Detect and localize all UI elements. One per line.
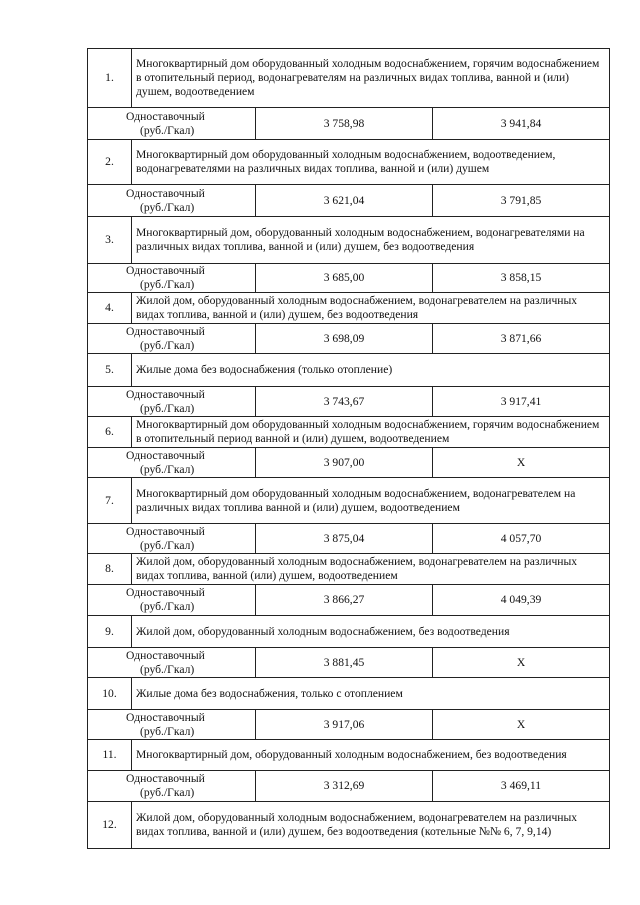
row-number: 2. bbox=[88, 140, 132, 185]
category-row bbox=[88, 140, 610, 185]
rate-row bbox=[88, 648, 610, 678]
category-row bbox=[88, 478, 610, 524]
rate-label-cell bbox=[88, 324, 256, 354]
rate-row bbox=[88, 387, 610, 417]
rate-unit-label: (руб./Гкал) bbox=[140, 662, 195, 676]
category-row bbox=[88, 802, 610, 849]
rate-type-label: Одноставочный bbox=[126, 324, 205, 338]
rate-unit-label: (руб./Гкал) bbox=[140, 724, 195, 738]
tariff-value-2: Х bbox=[433, 648, 610, 678]
tariff-table bbox=[87, 48, 610, 849]
category-description: Жилой дом, оборудованный холодным водоснабжением, водонагревателем на различных видах топлива, ванной и (или) душем, без водоотведения bbox=[132, 293, 610, 324]
rate-unit-label: (руб./Гкал) bbox=[140, 462, 195, 476]
tariff-value-2: 3 917,41 bbox=[433, 387, 610, 417]
rate-row bbox=[88, 108, 610, 140]
category-description: Многоквартирный дом, оборудованный холодным водоснабжением, без водоотведения bbox=[132, 740, 610, 771]
category-description: Многоквартирный дом оборудованный холодным водоснабжением, горячим водоснабжением в отопительный период ванной и (или) душем, водоотведением bbox=[132, 417, 610, 448]
category-row bbox=[88, 293, 610, 324]
rate-unit-label: (руб./Гкал) bbox=[140, 278, 195, 291]
rate-label-cell bbox=[88, 524, 256, 554]
category-row bbox=[88, 49, 610, 108]
category-description: Многоквартирный дом, оборудованный холодным водоснабжением, водонагревателями на различных видах топлива, ванной и (или) душем, без водоотведения bbox=[132, 217, 610, 264]
category-description: Многоквартирный дом оборудованный холодным водоснабжением, водонагревателем на различных видах топлива ванной и (или) душем, водоотведением bbox=[132, 478, 610, 524]
category-description: Жилой дом, оборудованный холодным водоснабжением, водонагревателем на различных видах топлива, ванной и (или) душем, без водоотведения (котельные №№ 6, 7, 9,14) bbox=[132, 802, 610, 849]
rate-unit-label: (руб./Гкал) bbox=[140, 401, 195, 415]
rate-unit-label: (руб./Гкал) bbox=[140, 600, 195, 613]
category-description: Многоквартирный дом оборудованный холодным водоснабжением, горячим водоснабжением в отопительный период, водонагревателям на различных видах топлива, ванной и (или) душем, водоотведением bbox=[132, 49, 610, 108]
row-number: 4. bbox=[88, 293, 132, 324]
rate-label-cell bbox=[88, 771, 256, 802]
tariff-value-2: 3 871,66 bbox=[433, 324, 610, 354]
tariff-value-2: Х bbox=[433, 710, 610, 740]
tariff-value-1: 3 312,69 bbox=[256, 771, 433, 802]
category-row bbox=[88, 417, 610, 448]
rate-type-label: Одноставочный bbox=[126, 387, 205, 401]
row-number: 12. bbox=[88, 802, 132, 849]
row-number: 1. bbox=[88, 49, 132, 108]
tariff-value-1: 3 685,00 bbox=[256, 264, 433, 293]
category-row bbox=[88, 740, 610, 771]
tariff-value-2: 3 791,85 bbox=[433, 185, 610, 217]
category-description: Жилой дом, оборудованный холодным водоснабжением, водонагревателем на различных видах топлива, ванной (или) душем, водоотведением bbox=[132, 554, 610, 585]
tariff-value-1: 3 743,67 bbox=[256, 387, 433, 417]
rate-type-label: Одноставочный bbox=[126, 109, 205, 123]
row-number: 8. bbox=[88, 554, 132, 585]
rate-unit-label: (руб./Гкал) bbox=[140, 786, 195, 799]
rate-label-cell bbox=[88, 387, 256, 417]
tariff-value-1: 3 917,06 bbox=[256, 710, 433, 740]
rate-unit-label: (руб./Гкал) bbox=[140, 538, 195, 552]
category-row bbox=[88, 217, 610, 264]
row-number: 11. bbox=[88, 740, 132, 771]
tariff-value-1: 3 907,00 bbox=[256, 448, 433, 478]
tariff-value-1: 3 866,27 bbox=[256, 585, 433, 616]
tariff-value-1: 3 758,98 bbox=[256, 108, 433, 140]
rate-type-label: Одноставочный bbox=[126, 648, 205, 662]
rate-label-cell bbox=[88, 648, 256, 678]
rate-row bbox=[88, 524, 610, 554]
rate-type-label: Одноставочный bbox=[126, 586, 205, 599]
rate-label-cell bbox=[88, 264, 256, 293]
category-description: Жилой дом, оборудованный холодным водоснабжением, без водоотведения bbox=[132, 616, 610, 648]
rate-row bbox=[88, 448, 610, 478]
tariff-value-2: 4 057,70 bbox=[433, 524, 610, 554]
rate-row bbox=[88, 264, 610, 293]
rate-unit-label: (руб./Гкал) bbox=[140, 338, 195, 352]
row-number: 5. bbox=[88, 354, 132, 387]
rate-row bbox=[88, 585, 610, 616]
category-row bbox=[88, 616, 610, 648]
tariff-value-1: 3 881,45 bbox=[256, 648, 433, 678]
tariff-value-2: Х bbox=[433, 448, 610, 478]
rate-row bbox=[88, 324, 610, 354]
row-number: 6. bbox=[88, 417, 132, 448]
rate-type-label: Одноставочный bbox=[126, 710, 205, 724]
category-row bbox=[88, 678, 610, 710]
rate-label-cell bbox=[88, 185, 256, 217]
rate-type-label: Одноставочный bbox=[126, 264, 205, 277]
row-number: 10. bbox=[88, 678, 132, 710]
rate-label-cell bbox=[88, 108, 256, 140]
rate-label-cell bbox=[88, 710, 256, 740]
rate-row bbox=[88, 185, 610, 217]
tariff-value-2: 3 858,15 bbox=[433, 264, 610, 293]
row-number: 3. bbox=[88, 217, 132, 264]
rate-unit-label: (руб./Гкал) bbox=[140, 123, 195, 137]
tariff-value-2: 3 941,84 bbox=[433, 108, 610, 140]
category-description: Многоквартирный дом оборудованный холодным водоснабжением, водоотведением, водонагревателями на различных видах топлива, ванной и (или) душем bbox=[132, 140, 610, 185]
rate-row bbox=[88, 710, 610, 740]
tariff-value-2: 3 469,11 bbox=[433, 771, 610, 802]
rate-type-label: Одноставочный bbox=[126, 448, 205, 462]
rate-type-label: Одноставочный bbox=[126, 772, 205, 785]
tariff-value-1: 3 621,04 bbox=[256, 185, 433, 217]
rate-label-cell bbox=[88, 448, 256, 478]
row-number: 7. bbox=[88, 478, 132, 524]
tariff-value-1: 3 698,09 bbox=[256, 324, 433, 354]
rate-label-cell bbox=[88, 585, 256, 616]
category-row bbox=[88, 354, 610, 387]
category-description: Жилые дома без водоснабжения (только отопление) bbox=[132, 354, 610, 387]
tariff-value-1: 3 875,04 bbox=[256, 524, 433, 554]
row-number: 9. bbox=[88, 616, 132, 648]
rate-type-label: Одноставочный bbox=[126, 186, 205, 200]
rate-unit-label: (руб./Гкал) bbox=[140, 200, 195, 214]
rate-row bbox=[88, 771, 610, 802]
category-description: Жилые дома без водоснабжения, только с отоплением bbox=[132, 678, 610, 710]
category-row bbox=[88, 554, 610, 585]
tariff-value-2: 4 049,39 bbox=[433, 585, 610, 616]
rate-type-label: Одноставочный bbox=[126, 524, 205, 538]
